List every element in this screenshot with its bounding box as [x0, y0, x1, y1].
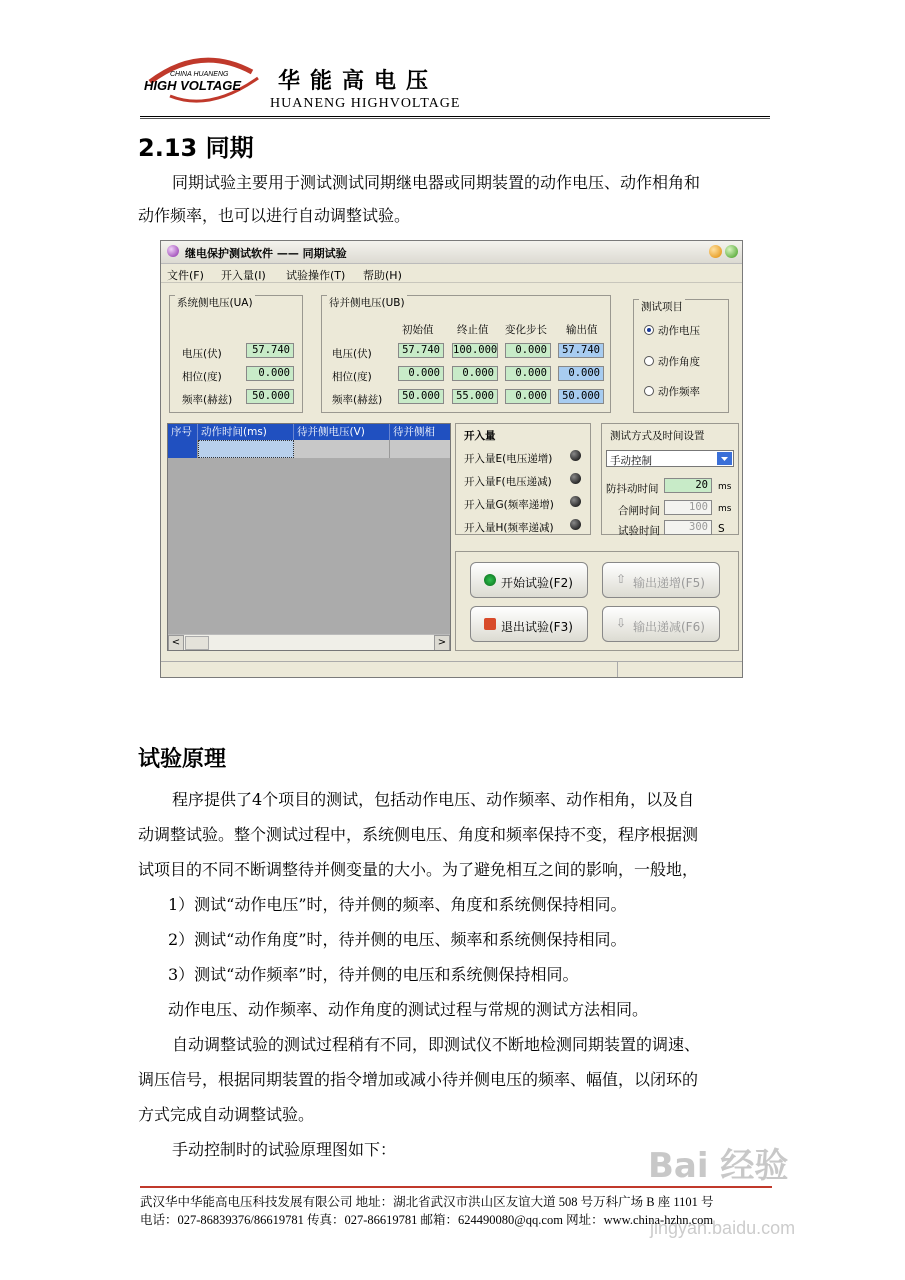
col-initial: 初始值: [402, 324, 434, 336]
status-bar: [161, 661, 742, 678]
menu-help[interactable]: 帮助(H): [363, 269, 402, 282]
logo-small-text: CHINA HUANENG: [170, 71, 229, 78]
footer-rule: [140, 1186, 772, 1188]
mode-select[interactable]: [606, 450, 734, 467]
output-decrease-button[interactable]: [602, 606, 720, 642]
output-increase-label: 输出递增(F5): [633, 576, 705, 590]
pend-voltage-step[interactable]: 0.000: [505, 343, 551, 358]
test-time-field[interactable]: 300: [664, 520, 712, 535]
col-output: 输出值: [566, 324, 598, 336]
header-rule-thin: [140, 118, 770, 119]
status-divider: [617, 662, 618, 677]
scroll-thumb[interactable]: [185, 636, 209, 650]
col-final: 终止值: [457, 324, 489, 336]
logo-main-text: HIGH VOLTAGE: [144, 78, 242, 93]
window-title: 继电保护测试软件 —— 同期试验: [185, 247, 347, 260]
principle-line-6: 3）测试“动作频率”时，待并侧的电压和系统侧保持相同。: [168, 965, 579, 984]
pend-phase-output: 0.000: [558, 366, 604, 381]
menu-test-operation[interactable]: 试验操作(T): [286, 269, 346, 282]
binary-input-h-indicator: [570, 519, 581, 530]
scroll-left-button[interactable]: <: [168, 635, 184, 651]
menu-file[interactable]: 文件(F): [167, 269, 204, 282]
radio-action-frequency[interactable]: [644, 386, 654, 396]
results-table[interactable]: [167, 423, 451, 651]
pending-side-group: [321, 295, 611, 413]
brand-english: HUANENG HIGHVOLTAGE: [270, 96, 461, 111]
sys-frequency-label: 频率(赫兹): [182, 394, 233, 406]
pending-side-title: 待并侧电压(UB): [329, 297, 405, 309]
binary-input-e-indicator: [570, 450, 581, 461]
pend-voltage-label: 电压(伏): [332, 348, 372, 360]
section-title: 2.13 同期: [138, 134, 254, 162]
footer-contact: 电话：027-86839376/86619781 传真：027-86619781 邮箱：624490080@qq.com 网址：www.china-hzhn.com: [140, 1213, 714, 1227]
app-window: [160, 240, 743, 678]
brand-chinese: 华能高电压: [278, 69, 439, 94]
principle-line-8: 自动调整试验的测试过程稍有不同，即测试仪不断地检测同期装置的调速、: [172, 1035, 701, 1054]
table-header-index[interactable]: 序号: [168, 424, 198, 440]
binary-input-f-indicator: [570, 473, 581, 484]
binary-input-e-label: 开入量E(电压递增): [464, 453, 553, 465]
app-icon: [167, 245, 179, 257]
exit-test-label: 退出试验(F3): [501, 620, 573, 634]
table-header-voltage[interactable]: 待并侧电压(V): [294, 424, 390, 440]
title-bar[interactable]: [161, 241, 742, 264]
horizontal-scrollbar[interactable]: [168, 634, 450, 651]
binary-input-g-label: 开入量G(频率递增): [464, 499, 554, 511]
system-side-group: [169, 295, 303, 413]
debounce-time-field[interactable]: 20: [664, 478, 712, 493]
close-time-unit: ms: [718, 504, 732, 514]
table-row-index-cell[interactable]: [168, 440, 198, 458]
start-test-label: 开始试验(F2): [501, 576, 573, 590]
debounce-time-unit: ms: [718, 482, 732, 492]
mode-settings-group: [601, 423, 739, 535]
test-items-group: [633, 299, 729, 413]
scroll-right-button[interactable]: >: [434, 635, 450, 651]
radio-action-voltage[interactable]: [644, 325, 654, 335]
arrow-up-icon: ⇧: [616, 572, 627, 586]
intro-line-1: 同期试验主要用于测试测试同期继电器或同期装置的动作电压、动作相角和: [172, 173, 701, 192]
binary-inputs-title: 开入量: [464, 430, 496, 442]
start-test-button[interactable]: [470, 562, 588, 598]
principle-line-11: 手动控制时的试验原理图如下：: [172, 1140, 397, 1159]
pend-phase-final[interactable]: 0.000: [452, 366, 498, 381]
intro-line-2: 动作频率，也可以进行自动调整试验。: [138, 206, 411, 225]
option-action-angle[interactable]: 动作角度: [658, 356, 700, 368]
table-selected-cell[interactable]: [198, 440, 294, 458]
pend-phase-step[interactable]: 0.000: [505, 366, 551, 381]
pend-frequency-output: 50.000: [558, 389, 604, 404]
sys-voltage-label: 电压(伏): [182, 348, 222, 360]
play-icon: [484, 574, 496, 586]
principle-line-4: 1）测试“动作电压”时，待并侧的频率、角度和系统侧保持相同。: [168, 895, 627, 914]
maximize-button[interactable]: [725, 245, 738, 258]
mode-settings-title: 测试方式及时间设置: [610, 430, 705, 442]
option-action-frequency[interactable]: 动作频率: [658, 386, 700, 398]
stop-icon: [484, 618, 496, 630]
company-logo: [140, 52, 268, 104]
table-cell[interactable]: [390, 440, 451, 458]
principle-line-10: 方式完成自动调整试验。: [138, 1105, 315, 1124]
pend-frequency-final[interactable]: 55.000: [452, 389, 498, 404]
system-side-title: 系统侧电压(UA): [177, 297, 253, 309]
binary-input-h-label: 开入量H(频率递减): [464, 522, 554, 534]
output-increase-button[interactable]: [602, 562, 720, 598]
pend-frequency-step[interactable]: 0.000: [505, 389, 551, 404]
binary-inputs-group: [455, 423, 591, 535]
radio-action-angle[interactable]: [644, 356, 654, 366]
close-time-label: 合闸时间: [618, 505, 660, 517]
binary-input-f-label: 开入量F(电压递减): [464, 476, 552, 488]
menu-bar: [161, 264, 742, 283]
close-time-field[interactable]: 100: [664, 500, 712, 515]
pend-voltage-initial[interactable]: 57.740: [398, 343, 444, 358]
table-cell[interactable]: [294, 440, 390, 458]
output-decrease-label: 输出递减(F6): [633, 620, 705, 634]
option-action-voltage[interactable]: 动作电压: [658, 325, 700, 337]
footer-address: 武汉华中华能高电压科技发展有限公司 地址：湖北省武汉市洪山区友谊大道 508 号万科广场 B 座 1101 号: [140, 1195, 714, 1209]
pend-voltage-output: 57.740: [558, 343, 604, 358]
table-header-time[interactable]: 动作时间(ms): [198, 424, 294, 440]
header-rule: [140, 116, 770, 117]
sys-voltage-field[interactable]: 57.740: [246, 343, 294, 358]
test-time-label: 试验时间: [618, 525, 660, 537]
arrow-down-icon: ⇩: [616, 616, 627, 630]
principle-line-7: 动作电压、动作频率、动作角度的测试过程与常规的测试方法相同。: [168, 1000, 649, 1019]
chevron-down-icon[interactable]: [717, 452, 732, 465]
pend-frequency-label: 频率(赫兹): [332, 394, 383, 406]
debounce-time-label: 防抖动时间: [606, 483, 659, 495]
pend-voltage-final[interactable]: 100.000: [453, 344, 498, 356]
exit-test-button[interactable]: [470, 606, 588, 642]
mode-select-value: 手动控制: [610, 455, 652, 467]
sys-frequency-field[interactable]: 50.000: [246, 389, 294, 404]
table-header-phase[interactable]: 待并侧相: [390, 424, 451, 440]
principle-line-9: 调压信号，根据同期装置的指令增加或减小待并侧电压的频率、幅值，以闭环的: [138, 1070, 699, 1089]
binary-input-g-indicator: [570, 496, 581, 507]
pend-frequency-initial[interactable]: 50.000: [398, 389, 444, 404]
minimize-button[interactable]: [709, 245, 722, 258]
principle-line-2: 动调整试验。整个测试过程中，系统侧电压、角度和频率保持不变，程序根据测: [138, 825, 699, 844]
watermark-logo: Bai 经验: [648, 1146, 789, 1186]
principle-line-3: 试项目的不同不断调整待并侧变量的大小。为了避免相互之间的影响，一般地，: [138, 860, 699, 879]
sys-phase-label: 相位(度): [182, 371, 222, 383]
pend-phase-initial[interactable]: 0.000: [398, 366, 444, 381]
principle-title: 试验原理: [138, 747, 227, 772]
test-time-unit: S: [718, 523, 725, 535]
action-buttons-group: [455, 551, 739, 651]
pend-phase-label: 相位(度): [332, 371, 372, 383]
principle-line-5: 2）测试“动作角度”时，待并侧的电压、频率和系统侧保持相同。: [168, 930, 627, 949]
col-step: 变化步长: [505, 324, 547, 336]
menu-binary-input[interactable]: 开入量(I): [221, 269, 266, 282]
watermark-url: jingyan.baidu.com: [650, 1218, 796, 1238]
test-items-title: 测试项目: [641, 301, 683, 313]
sys-phase-field[interactable]: 0.000: [246, 366, 294, 381]
principle-line-1: 程序提供了4个项目的测试，包括动作电压、动作频率、动作相角，以及自: [172, 790, 695, 809]
